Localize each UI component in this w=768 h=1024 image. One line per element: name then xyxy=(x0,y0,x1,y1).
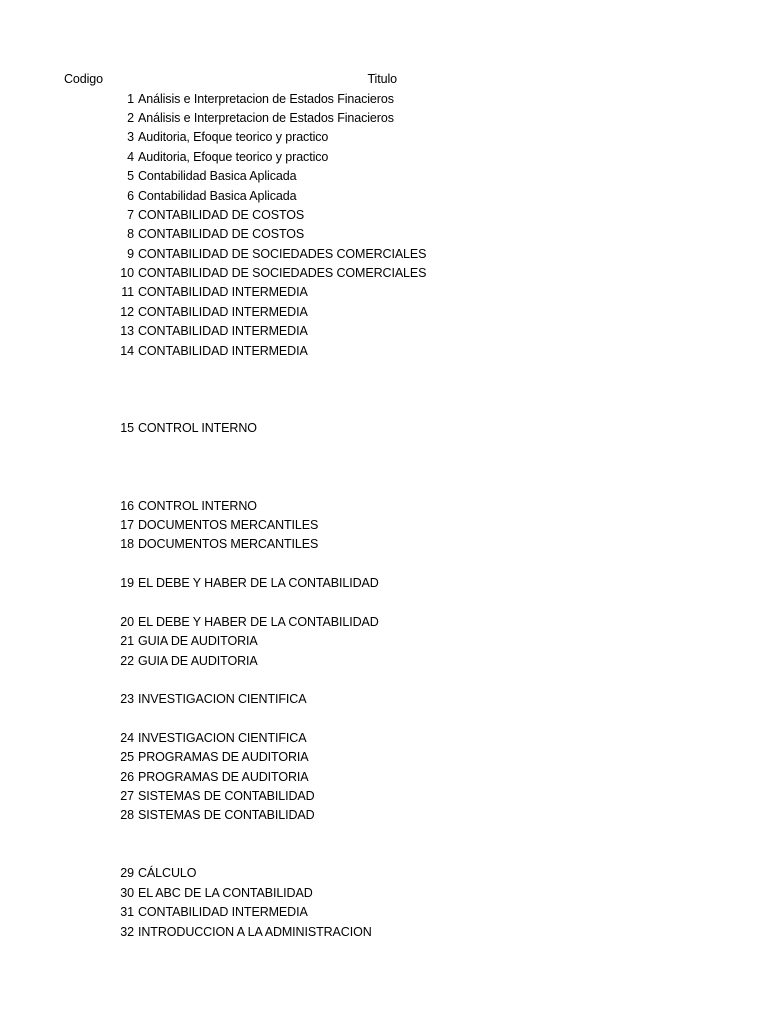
row-title: DOCUMENTOS MERCANTILES xyxy=(138,537,319,551)
row-title: Análisis e Interpretacion de Estados Finacieros xyxy=(138,92,394,106)
row-code: 7 xyxy=(127,208,134,222)
row-code: 28 xyxy=(120,808,134,822)
row-code: 11 xyxy=(121,285,134,299)
row-code: 27 xyxy=(120,789,134,803)
row-code: 2 xyxy=(127,111,134,125)
row-title: GUIA DE AUDITORIA xyxy=(138,654,258,668)
row-code: 8 xyxy=(127,227,134,241)
row-code: 12 xyxy=(120,305,134,319)
row-title: EL DEBE Y HABER DE LA CONTABILIDAD xyxy=(138,615,379,629)
row-code: 22 xyxy=(120,654,134,668)
row-title: CONTABILIDAD DE SOCIEDADES COMERCIALES xyxy=(138,247,427,261)
row-title: EL ABC DE LA CONTABILIDAD xyxy=(138,886,313,900)
row-code: 23 xyxy=(120,692,134,706)
row-code: 24 xyxy=(120,731,134,745)
row-code: 17 xyxy=(120,518,134,532)
row-code: 15 xyxy=(120,421,134,435)
row-code: 4 xyxy=(127,150,134,164)
row-title: Contabilidad Basica Aplicada xyxy=(138,169,297,183)
row-title: SISTEMAS DE CONTABILIDAD xyxy=(138,808,315,822)
row-code: 14 xyxy=(120,344,134,358)
column-header-titulo: Titulo xyxy=(367,72,397,86)
row-code: 3 xyxy=(127,130,134,144)
row-code: 29 xyxy=(120,866,134,880)
row-title: CONTABILIDAD DE COSTOS xyxy=(138,208,305,222)
row-title: INVESTIGACION CIENTIFICA xyxy=(138,692,307,706)
row-code: 6 xyxy=(127,189,134,203)
row-title: CONTABILIDAD INTERMEDIA xyxy=(138,324,308,338)
row-title: Auditoria, Efoque teorico y practico xyxy=(138,150,329,164)
row-title: CONTABILIDAD INTERMEDIA xyxy=(138,905,308,919)
row-title: CONTABILIDAD DE COSTOS xyxy=(138,227,305,241)
row-code: 32 xyxy=(120,925,134,939)
row-title: CONTABILIDAD INTERMEDIA xyxy=(138,285,308,299)
row-title: DOCUMENTOS MERCANTILES xyxy=(138,518,319,532)
row-code: 16 xyxy=(120,499,134,513)
row-title: CONTABILIDAD DE SOCIEDADES COMERCIALES xyxy=(138,266,427,280)
row-code: 25 xyxy=(120,750,134,764)
row-code: 30 xyxy=(120,886,134,900)
row-title: CONTROL INTERNO xyxy=(138,421,257,435)
row-code: 1 xyxy=(127,92,134,106)
row-code: 20 xyxy=(120,615,134,629)
row-code: 18 xyxy=(120,537,134,551)
row-code: 26 xyxy=(120,770,134,784)
row-title: SISTEMAS DE CONTABILIDAD xyxy=(138,789,315,803)
row-code: 13 xyxy=(120,324,134,338)
row-title: Análisis e Interpretacion de Estados Finacieros xyxy=(138,111,394,125)
row-title: INVESTIGACION CIENTIFICA xyxy=(138,731,307,745)
row-code: 9 xyxy=(127,247,134,261)
row-title: INTRODUCCION A LA ADMINISTRACION xyxy=(138,925,372,939)
row-title: GUIA DE AUDITORIA xyxy=(138,634,258,648)
row-title: EL DEBE Y HABER DE LA CONTABILIDAD xyxy=(138,576,379,590)
row-code: 5 xyxy=(127,169,134,183)
row-title: Contabilidad Basica Aplicada xyxy=(138,189,297,203)
row-title: PROGRAMAS DE AUDITORIA xyxy=(138,770,309,784)
row-code: 21 xyxy=(120,634,134,648)
row-code: 19 xyxy=(120,576,134,590)
row-code: 10 xyxy=(120,266,134,280)
row-title: CONTABILIDAD INTERMEDIA xyxy=(138,305,308,319)
row-title: CONTROL INTERNO xyxy=(138,499,257,513)
row-title: CÁLCULO xyxy=(138,866,197,880)
column-header-codigo: Codigo xyxy=(64,72,104,86)
row-title: PROGRAMAS DE AUDITORIA xyxy=(138,750,309,764)
row-title: Auditoria, Efoque teorico y practico xyxy=(138,130,329,144)
row-title: CONTABILIDAD INTERMEDIA xyxy=(138,344,308,358)
row-code: 31 xyxy=(120,905,134,919)
